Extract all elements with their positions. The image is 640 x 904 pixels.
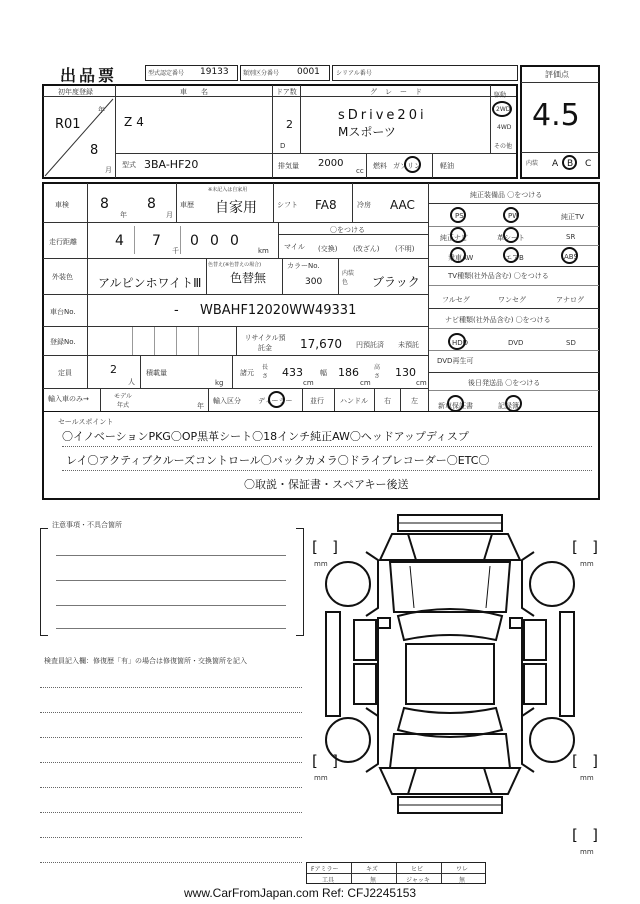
navi-title: ナビ種類(社外品含む) 〇をつける — [445, 316, 551, 324]
ac-value: AAC — [390, 198, 415, 212]
notes-box-right — [296, 528, 304, 636]
sales-points-line1: 〇イノベーションPKG〇OP黒革シート〇18インチ純正AW〇ヘッドアップディスプ — [62, 430, 469, 443]
shift-value: FA8 — [315, 198, 337, 212]
exterior-label: 外装色 — [52, 273, 73, 281]
mileage-opt-exchange: (交換) — [318, 245, 338, 253]
height-value: 130 — [395, 366, 416, 379]
doors-value: 2 — [286, 118, 293, 131]
form-label-3: シリアル番号 — [336, 70, 372, 77]
model-year-label: モデル年式 — [114, 393, 132, 409]
usage-label: 車歴 — [180, 201, 194, 209]
color-change-value: 色替無 — [230, 271, 267, 285]
reg-month-unit: 月 — [105, 166, 112, 174]
mileage-unit-thousand: 千 — [172, 247, 179, 255]
recycle-label: リサイクル預託金 — [244, 334, 286, 352]
mileage-options-label: 〇をつける — [330, 226, 365, 234]
shift-label: シフト — [277, 201, 298, 209]
recycle-value: 17,670 — [300, 337, 342, 351]
grade-line1: sDrive20i — [338, 108, 427, 123]
later-record: 記録簿 — [498, 402, 519, 410]
sales-points-line2: レイ〇アクティブクルーズコントロール〇バックカメラ〇ドライブレコーダー〇ETC〇 — [66, 454, 490, 467]
equip-navi-circle — [450, 227, 466, 243]
equip-pw: PW — [508, 212, 520, 220]
width-unit: cm — [360, 379, 371, 387]
reg-year-unit: 年 — [98, 106, 105, 114]
color-change-label: 色替え(※色替えの場合) — [208, 262, 262, 268]
drive-2wd-circle — [492, 101, 512, 117]
interior-grade-a: A — [552, 159, 559, 169]
legend-v4: 無 — [459, 877, 466, 884]
tv-one: ワンセグ — [498, 296, 526, 304]
recycle-not-deposited: 未預託 — [398, 341, 419, 349]
tv-analog: アナログ — [556, 296, 584, 304]
interior-grade-b: B — [567, 159, 574, 169]
car-name: Z4 — [124, 115, 148, 129]
mileage-opt-mile: マイル — [284, 243, 305, 251]
tv-title: TV種類(社外品含む) 〇をつける — [448, 272, 549, 280]
equip-ps: PS — [455, 212, 464, 220]
score-label: 評価点 — [545, 70, 569, 79]
displacement-value: 2000 — [318, 158, 344, 169]
capacity-value: 2 — [110, 363, 117, 376]
navi-hdd: HDD — [452, 339, 469, 347]
cc-unit: cc — [356, 167, 364, 175]
usage-value: 自家用 — [215, 200, 257, 216]
mm-front-right: mm — [580, 560, 594, 568]
mileage-label: 走行距離 — [49, 238, 77, 246]
vin-value: WBAHF12020WW49331 — [200, 303, 357, 318]
equip-abs-circle — [561, 247, 578, 264]
mm-front-left: mm — [314, 560, 328, 568]
color-no-value: 300 — [305, 277, 323, 287]
car-name-label: 車名 — [180, 88, 222, 96]
mileage-digit-3: 0 — [190, 233, 199, 249]
score-value: 4.5 — [532, 98, 580, 133]
vin-label: 車台No. — [50, 308, 76, 316]
legend-v3: ジャッキ — [406, 877, 430, 884]
interior-grade-c: C — [585, 159, 592, 169]
shaken-year-unit: 年 — [120, 211, 127, 219]
height-unit: cm — [416, 379, 427, 387]
grade-label: グレード — [370, 88, 430, 96]
load-label: 積載量 — [146, 369, 167, 377]
handle-right: 右 — [384, 397, 391, 405]
recycle-deposited: 円預託済 — [356, 341, 384, 349]
drive-4wd: 4WD — [497, 124, 512, 131]
load-unit: kg — [215, 379, 224, 387]
model-label: 型式 — [122, 161, 136, 169]
legend-h3: ヒビ — [411, 866, 424, 873]
later-warranty-circle — [447, 395, 464, 412]
vin-dash: - — [174, 303, 179, 318]
import-label: 輸入車のみ→ — [48, 395, 89, 403]
equip-aw-circle — [450, 247, 466, 263]
mm-rear-right: mm — [580, 774, 594, 782]
doors-label: ドア数 — [276, 88, 297, 96]
usage-note: ※未記入は自家用 — [208, 187, 248, 193]
equip-leather-circle — [503, 227, 519, 243]
drive-2wd: 2WD — [496, 106, 511, 113]
import-type-circle — [268, 391, 285, 408]
doors-suffix: D — [280, 142, 286, 150]
interior-color-value: ブラック — [372, 275, 420, 289]
drive-label: 駆動 — [494, 92, 507, 99]
later-warranty: 新車保証書 — [438, 402, 473, 410]
reg-no-label: 登録No. — [50, 338, 76, 346]
bracket-rear-left: [ ] — [312, 752, 339, 770]
mm-bottom-right: mm — [580, 848, 594, 856]
legend-v2: 無 — [370, 877, 377, 884]
equip-leather: 革シート — [497, 234, 525, 242]
handle-label: ハンドル — [340, 397, 368, 405]
length-value: 433 — [282, 366, 303, 379]
fuel-label: 燃料 — [373, 162, 387, 170]
equip-aw: 乗車AW — [448, 254, 474, 262]
reg-diagonal — [43, 97, 115, 178]
equip-pw-circle — [503, 207, 519, 223]
displacement-label: 排気量 — [278, 162, 299, 170]
capacity-unit: 人 — [128, 378, 135, 386]
equip-sr: SR — [566, 233, 576, 241]
notes-label: 注意事項・不具合箇所 — [52, 521, 122, 529]
interior-grade-circle — [562, 155, 577, 170]
tv-full: フルセグ — [442, 296, 470, 304]
form-label-2: 類別区分番号 — [243, 70, 280, 77]
equip-ps-circle — [450, 207, 466, 223]
form-value-2: 0001 — [297, 67, 320, 77]
mileage-digit-5: 0 — [230, 233, 239, 249]
navi-hdd-circle — [448, 333, 469, 350]
form-label-1: 型式認定番号 — [148, 70, 185, 77]
fuel-circle — [404, 156, 421, 173]
dvd-playback: DVD再生可 — [437, 357, 474, 365]
bracket-front-left: [ ] — [312, 538, 339, 556]
mileage-digit-1: 4 — [115, 233, 124, 249]
length-unit: cm — [303, 379, 314, 387]
light-oil-label: 軽油 — [440, 162, 454, 170]
equip-navi: 純正ナビ — [440, 234, 468, 242]
notes-box-left — [40, 528, 48, 636]
later-record-circle — [505, 395, 522, 412]
bracket-bottom-right: [ ] — [572, 826, 599, 844]
equip-abs: ABS — [564, 253, 578, 261]
grade-line2: Mスポーツ — [338, 125, 396, 139]
handle-left: 左 — [411, 397, 418, 405]
first-reg-label: 初年度登録 — [58, 88, 93, 96]
parallel-label: 並行 — [310, 397, 324, 405]
mileage-digit-4: 0 — [210, 233, 219, 249]
equip-airbag: エアB — [505, 254, 524, 262]
sales-points-label: セールスポイント — [58, 418, 114, 426]
mileage-opt-tamper: (改ざん) — [353, 245, 380, 253]
fuel-value: ガソリン — [393, 162, 421, 170]
reg-year: R01 — [55, 117, 81, 132]
form-value-1: 19133 — [200, 67, 229, 77]
sheet-title: 出品票 — [60, 66, 118, 85]
mm-rear-left: mm — [314, 774, 328, 782]
equip-tv: 純正TV — [561, 213, 585, 221]
length-label: 長さ — [262, 364, 269, 380]
dims-label: 諸元 — [240, 369, 254, 377]
capacity-label: 定員 — [58, 369, 72, 377]
interior-label: 内装 — [526, 160, 539, 167]
legend-h2: キズ — [366, 866, 378, 873]
navi-dvd: DVD — [508, 339, 524, 347]
legend-v1: 工具 — [322, 877, 335, 884]
navi-sd: SD — [566, 339, 576, 347]
equip-airbag-circle — [503, 247, 519, 263]
shaken-month: 8 — [147, 196, 156, 212]
legend-h4: ワレ — [456, 866, 469, 873]
height-label: 高さ — [374, 364, 381, 380]
mileage-digit-2: 7 — [152, 233, 161, 249]
drive-other: その他 — [494, 143, 513, 150]
mileage-opt-unknown: (不明) — [395, 245, 415, 253]
model-value: 3BA-HF20 — [144, 158, 199, 171]
color-no-label: カラーNo. — [287, 262, 320, 270]
import-type-label: 輸入区分 — [213, 397, 241, 405]
ac-label: 冷房 — [357, 201, 371, 209]
bracket-rear-right: [ ] — [572, 752, 599, 770]
bracket-front-right: [ ] — [572, 538, 599, 556]
car-diagram — [320, 512, 580, 857]
footer-watermark: www.CarFromJapan.com Ref: CFJ2245153 — [184, 886, 417, 900]
inspector-label: 検査員記入欄：修復歴「有」の場合は修復箇所・交換箇所を記入 — [44, 657, 247, 665]
equipment-divider — [428, 183, 429, 411]
reg-month: 8 — [90, 143, 99, 158]
width-label: 幅 — [320, 369, 327, 377]
shaken-label: 車検 — [55, 201, 69, 209]
import-type-value: ディーラー — [258, 397, 293, 405]
width-value: 186 — [338, 366, 359, 379]
later-title: 後日発送品 〇をつける — [468, 379, 541, 387]
sales-points-line3: 〇取説・保証書・スペアキー後送 — [244, 478, 409, 491]
shaken-year: 8 — [100, 196, 109, 212]
interior-color-label: 内装色 — [342, 270, 355, 286]
genuine-title: 純正装備品 〇をつける — [470, 191, 543, 199]
model-year-unit: 年 — [197, 402, 204, 410]
shaken-month-unit: 月 — [166, 211, 173, 219]
exterior-value: アルピンホワイトⅢ — [98, 276, 202, 290]
mileage-unit: km — [258, 247, 269, 255]
legend-h1: Fアミラー — [311, 866, 339, 873]
